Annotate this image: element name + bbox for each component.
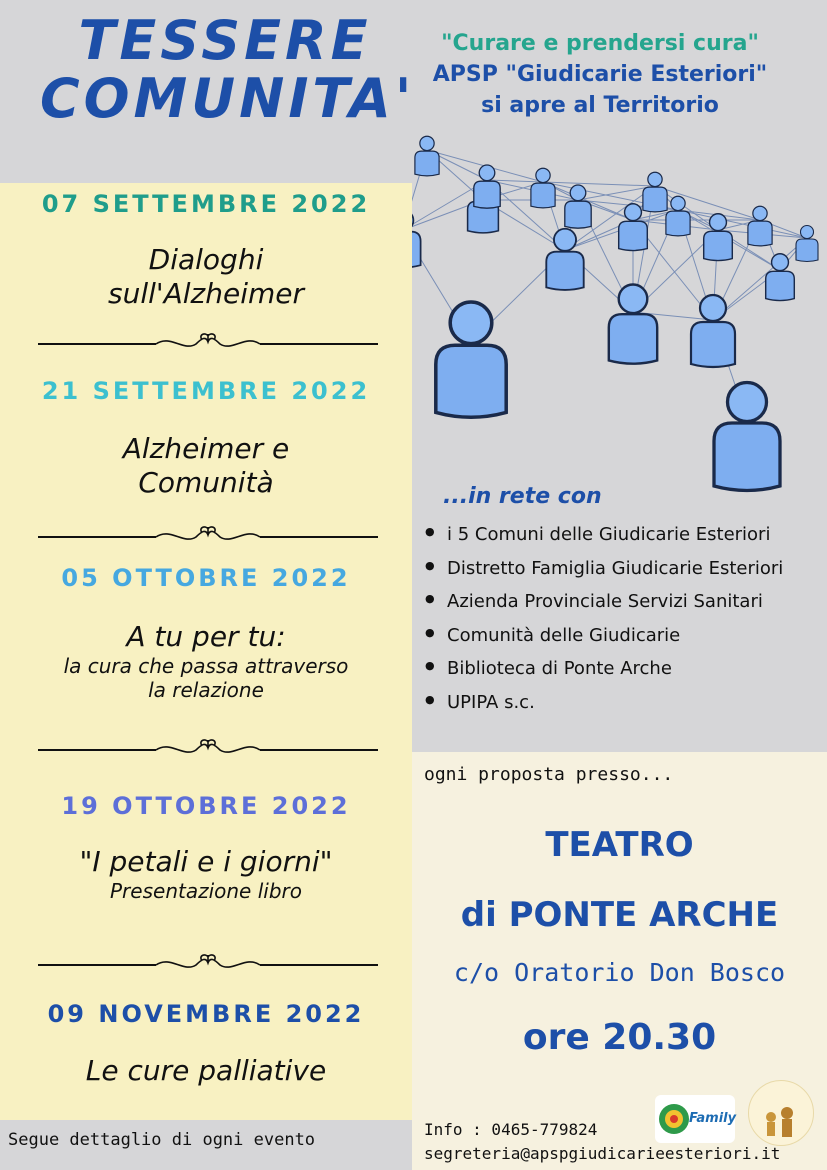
- header-tagline: [395, 28, 805, 121]
- person-figure: [666, 196, 690, 236]
- person-figure: [643, 172, 667, 212]
- event-date-5: 09 NOVEMBRE 2022: [47, 1000, 365, 1028]
- list-item: ● Azienda Provinciale Servizi Sanitari: [425, 591, 783, 625]
- person-figure: [766, 254, 795, 301]
- poster-title: [40, 9, 416, 130]
- segue-note: Segue dettaglio di ogni evento: [8, 1130, 316, 1150]
- event-title-5: [0, 1054, 412, 1088]
- tagline-open: si apre al Territorio: [481, 93, 719, 118]
- event-title-5-line1: Le cure palliative: [85, 1054, 327, 1087]
- event-subtitle-4: Presentazione libro: [110, 879, 302, 903]
- tagline-quote: "Curare e prendersi cura": [441, 31, 759, 56]
- venue-oratorio: c/o Oratorio Don Bosco: [453, 958, 786, 987]
- network-list: [425, 524, 783, 725]
- family-logo-text: Family: [689, 1111, 737, 1126]
- person-figure: [691, 295, 735, 367]
- person-figure: [415, 136, 439, 176]
- ornament-divider-4: [38, 953, 378, 977]
- event-title-2: [0, 432, 412, 500]
- list-item: ● i 5 Comuni delle Giudicarie Esteriori: [425, 524, 783, 558]
- venue-intro: ogni proposta presso...: [424, 764, 674, 785]
- event-title-4: [0, 845, 412, 903]
- venue-time: ore 20.30: [522, 1017, 717, 1058]
- family-logo: [655, 1095, 735, 1143]
- person-figure: [714, 383, 780, 491]
- list-item: ● Distretto Famiglia Giudicarie Esteriori: [425, 558, 783, 592]
- venue-ponte-arche: di PONTE ARCHE: [460, 895, 779, 935]
- association-logo-icon: [749, 1081, 813, 1145]
- list-item: ● Biblioteca di Ponte Arche: [425, 658, 783, 692]
- person-figure: [474, 165, 500, 208]
- tagline-apsp: APSP "Giudicarie Esteriori": [432, 62, 768, 87]
- event-title-3: [0, 620, 412, 702]
- person-figure: [436, 302, 506, 417]
- event-title-2-line1: Alzheimer e: [122, 432, 290, 465]
- title-line-2: COMUNITA': [40, 67, 416, 130]
- event-date-4: 19 OTTOBRE 2022: [61, 792, 351, 820]
- event-title-1: [0, 243, 412, 311]
- event-subtitle-3-line1: la cura che passa attraverso: [63, 654, 349, 678]
- venue-teatro: TEATRO: [545, 825, 694, 865]
- event-title-2-line2: Comunità: [138, 466, 274, 499]
- event-title-1-line2: sull'Alzheimer: [108, 277, 304, 310]
- ornament-divider-3: [38, 738, 378, 762]
- contact-email[interactable]: segreteria@apspgiudicarieesteriori.it: [424, 1144, 781, 1163]
- person-figure: [748, 206, 772, 246]
- family-logo-icon: [657, 1102, 691, 1136]
- network-title: ...in rete con: [443, 484, 602, 509]
- list-item: ● Comunità delle Giudicarie: [425, 625, 783, 659]
- event-date-1: 07 SETTEMBRE 2022: [41, 190, 371, 218]
- event-date-2: 21 SETTEMBRE 2022: [41, 377, 371, 405]
- event-title-4-line1: "I petali e i giorni": [79, 845, 333, 878]
- event-date-3: 05 OTTOBRE 2022: [61, 564, 351, 592]
- person-figure: [531, 168, 555, 208]
- person-figure: [796, 226, 818, 262]
- association-logo: [748, 1080, 814, 1146]
- event-title-1-line1: Dialoghi: [148, 243, 264, 276]
- title-line-1: TESSERE: [78, 9, 372, 72]
- event-subtitle-3-line2: la relazione: [148, 678, 264, 702]
- ornament-divider-2: [38, 525, 378, 549]
- list-item: ● UPIPA s.c.: [425, 692, 783, 726]
- network-people-illustration: [375, 120, 827, 500]
- event-title-3-line1: A tu per tu:: [126, 620, 286, 653]
- contact-phone: Info : 0465-779824: [424, 1120, 598, 1139]
- ornament-divider-1: [38, 332, 378, 356]
